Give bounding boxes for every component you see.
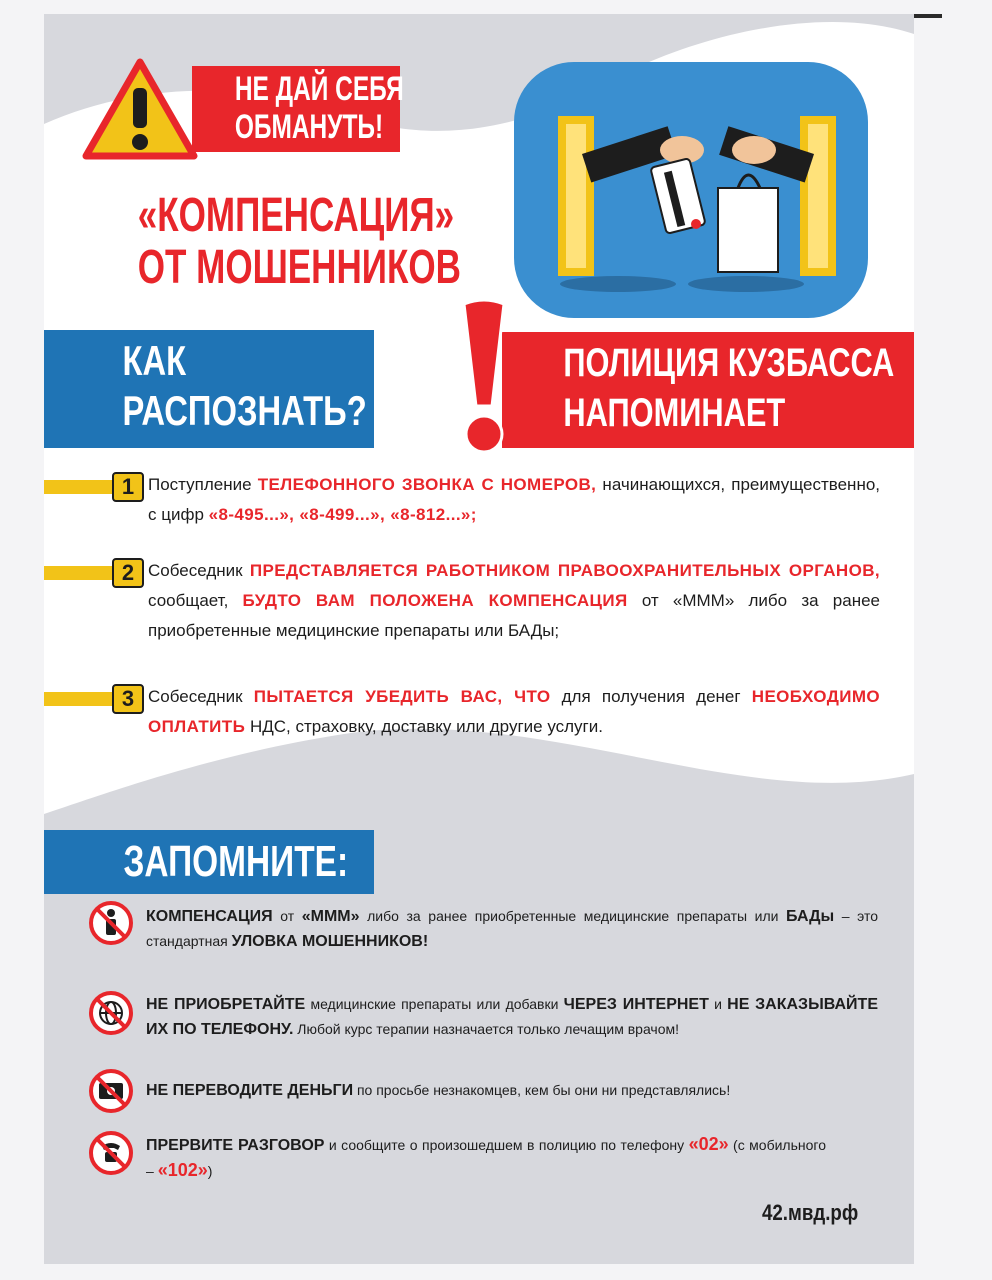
sign-highlight: НЕОБХОДИМО ОПЛАТИТЬ bbox=[148, 687, 881, 736]
rule-bold: БАДы bbox=[786, 908, 835, 925]
sheet-edge bbox=[910, 14, 942, 18]
rule-item-4 bbox=[88, 1130, 888, 1190]
rule-text bbox=[146, 904, 878, 954]
police-number: «02» bbox=[688, 1134, 729, 1154]
rule-text bbox=[146, 1132, 826, 1183]
sign-text-part: Собеседник bbox=[148, 561, 250, 580]
sign-number: 1 bbox=[112, 472, 144, 502]
warning-text bbox=[235, 70, 404, 146]
rule-part: и сообщите о произошедшем в полицию по телефону bbox=[324, 1137, 689, 1153]
rule-bold: НЕ ПЕРЕВОДИТЕ ДЕНЬГИ bbox=[146, 1082, 354, 1099]
rule-part: медицинские препараты или добавки bbox=[305, 996, 564, 1012]
rule-bold: «МММ» bbox=[301, 908, 360, 925]
police-line-2: НАПОМИНАЕТ bbox=[563, 391, 786, 435]
mobile-police-number: «102» bbox=[157, 1160, 208, 1180]
rule-part: ) bbox=[207, 1163, 213, 1179]
warning-triangle-icon bbox=[82, 58, 198, 162]
rule-part: по просьбе незнакомцев, кем бы они ни представлялись! bbox=[353, 1082, 731, 1098]
rule-part: от bbox=[272, 908, 302, 924]
rule-bold: ПРЕРВИТЕ РАЗГОВОР bbox=[146, 1137, 325, 1154]
exclamation-icon bbox=[460, 298, 508, 458]
sign-item-2 bbox=[44, 556, 914, 656]
rule-part: и bbox=[708, 996, 728, 1012]
no-phone-icon bbox=[88, 1130, 134, 1176]
no-internet-icon bbox=[88, 990, 134, 1036]
sign-text-part: сообщает, bbox=[148, 591, 243, 610]
no-person-icon bbox=[88, 900, 134, 946]
sign-text-part: от «МММ» либо за ранее приобретенные медицинские препараты или БАДы; bbox=[148, 591, 880, 640]
rule-part: Любой курс терапии назначается только лечащим врачом! bbox=[293, 1021, 680, 1037]
warning-line-2: ОБМАНУТЬ! bbox=[234, 108, 384, 146]
remember-heading-text: ЗАПОМНИТЕ: bbox=[123, 837, 349, 886]
sign-text bbox=[148, 470, 880, 530]
rule-bold: ЧЕРЕЗ ИНТЕРНЕТ bbox=[563, 996, 709, 1013]
how-to-recognize-heading bbox=[122, 336, 366, 436]
sign-text bbox=[148, 556, 880, 646]
police-line-1: ПОЛИЦИЯ КУЗБАССА bbox=[563, 341, 895, 385]
rule-item-1 bbox=[88, 900, 888, 954]
rule-part: (с мобильного – bbox=[146, 1137, 826, 1179]
sign-highlight: ПЫТАЕТСЯ УБЕДИТЬ ВАС, ЧТО bbox=[253, 687, 551, 706]
rule-bold: КОМПЕНСАЦИЯ bbox=[146, 908, 273, 925]
sign-highlight: ПРЕДСТАВЛЯЕТСЯ РАБОТНИКОМ ПРАВООХРАНИТЕЛЬНЫХ ОРГАНОВ, bbox=[249, 561, 880, 580]
page-title bbox=[138, 190, 461, 294]
sign-text-part: для получения денег bbox=[550, 687, 752, 706]
rule-bold: УЛОВКА МОШЕННИКОВ! bbox=[231, 933, 429, 950]
rule-bold: НЕ ПРИОБРЕТАЙТЕ bbox=[146, 996, 306, 1013]
sign-highlight: ТЕЛЕФОННОГО ЗВОНКА С НОМЕРОВ, bbox=[257, 475, 597, 494]
remember-heading bbox=[123, 834, 348, 890]
rule-bold: НЕ ЗАКАЗЫВАЙТЕ ИХ ПО ТЕЛЕФОНУ. bbox=[146, 996, 878, 1038]
rule-item-3 bbox=[88, 1068, 888, 1114]
warning-line-1: НЕ ДАЙ СЕБЯ bbox=[234, 70, 404, 108]
leaflet bbox=[44, 14, 914, 1264]
recognize-line-1: КАК bbox=[122, 337, 187, 384]
sign-number: 3 bbox=[112, 684, 144, 714]
sign-number: 2 bbox=[112, 558, 144, 588]
sign-item-1 bbox=[44, 470, 914, 540]
sign-text-part: НДС, страховку, доставку или другие услуги. bbox=[245, 717, 603, 736]
rule-text bbox=[146, 1078, 878, 1103]
sign-highlight: «8-495...», «8-499...», «8-812...»; bbox=[208, 505, 477, 524]
website-link[interactable]: 42.мвд.рф bbox=[762, 1200, 859, 1225]
sign-text bbox=[148, 682, 880, 742]
police-reminds-heading bbox=[563, 338, 894, 438]
sign-text-part: начинающихся, преимущественно, с цифр bbox=[148, 475, 881, 524]
no-money-icon bbox=[88, 1068, 134, 1114]
recognize-line-2: РАСПОЗНАТЬ? bbox=[122, 387, 367, 434]
rule-text bbox=[146, 992, 878, 1042]
rule-part: либо за ранее приобретенные медицинские препараты или bbox=[359, 908, 787, 924]
online-purchase-illustration bbox=[510, 58, 872, 320]
rule-item-2 bbox=[88, 980, 888, 1060]
sign-highlight: БУДТО ВАМ ПОЛОЖЕНА КОМПЕНСАЦИЯ bbox=[242, 591, 628, 610]
title-line-2: ОТ МОШЕННИКОВ bbox=[137, 241, 461, 294]
title-line-1: «КОМПЕНСАЦИЯ» bbox=[137, 189, 455, 242]
rule-part: – это стандартная bbox=[146, 908, 878, 949]
sign-text-part: Собеседник bbox=[148, 687, 254, 706]
sign-text-part: Поступление bbox=[148, 475, 258, 494]
sign-item-3 bbox=[44, 682, 914, 752]
